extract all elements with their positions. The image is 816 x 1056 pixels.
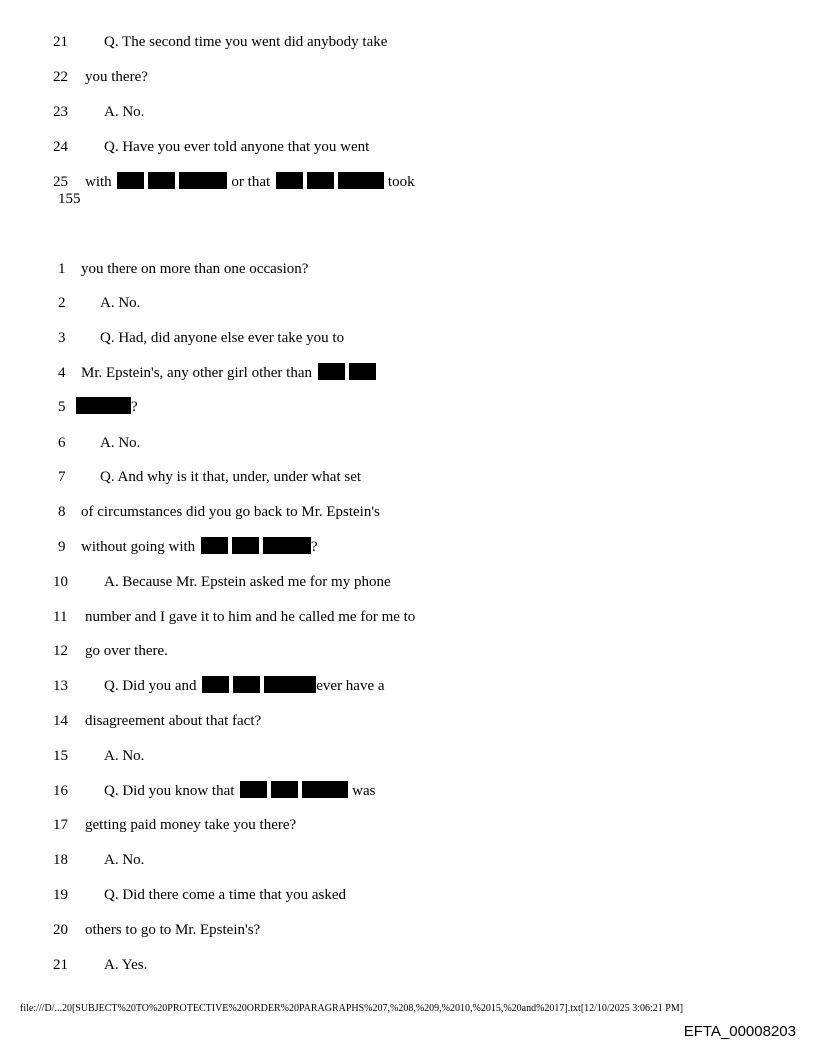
line-text: A. Because Mr. Epstein asked me for my phone — [104, 574, 391, 590]
document-id: EFTA_00008203 — [683, 1023, 796, 1040]
line-text: Q. Had, did anyone else ever take you to — [100, 330, 345, 346]
redaction-block — [202, 676, 229, 693]
line-number: 13 — [53, 678, 68, 694]
line-number: 19 — [53, 887, 68, 903]
line-number: 24 — [53, 139, 68, 155]
line-text — [85, 172, 415, 192]
line-text-segment: was — [352, 783, 376, 799]
line-text — [81, 537, 318, 557]
line-text: A. No. — [100, 435, 141, 451]
line-text: Q. And why is it that, under, under what set — [100, 469, 362, 485]
line-number: 17 — [53, 817, 68, 833]
line-text-segment: without going with — [81, 539, 196, 555]
line-number: 8 — [58, 504, 66, 520]
line-text: Q. Have you ever told anyone that you went — [104, 139, 370, 155]
redaction-block — [264, 676, 316, 693]
line-text — [104, 676, 385, 696]
line-text-segment: ? — [310, 539, 318, 555]
line-number: 2 — [58, 295, 66, 311]
line-number: 18 — [53, 852, 68, 868]
line-number: 22 — [53, 69, 68, 85]
redaction-block — [338, 172, 384, 189]
redaction-block — [76, 397, 131, 414]
line-text: A. Yes. — [104, 957, 148, 973]
redaction-block — [232, 537, 259, 554]
redaction-block — [263, 537, 311, 554]
line-text-segment: ever have a — [316, 678, 385, 694]
line-text: getting paid money take you there? — [85, 817, 297, 833]
line-text — [76, 397, 138, 417]
line-number: 10 — [53, 574, 68, 590]
line-text: number and I gave it to him and he called me for me to — [85, 609, 416, 625]
redaction-block — [148, 172, 175, 189]
line-number: 5 — [58, 399, 66, 415]
line-number: 16 — [53, 783, 68, 799]
line-text-segment: with — [85, 174, 112, 190]
line-number: 11 — [53, 609, 68, 625]
line-number: 14 — [53, 713, 68, 729]
redaction-block — [179, 172, 227, 189]
line-number: 15 — [53, 748, 68, 764]
line-text — [81, 363, 380, 383]
line-text-segment: Mr. Epstein's, any other girl other than — [81, 365, 312, 381]
file-path-footer: file:///D/...20[SUBJECT%20TO%20PROTECTIVE%20ORDER%20PARAGRAPHS%207,%208,%209,%2010,%2015,%20and%2017].txt[12/10/2025 3:06:21 PM] — [20, 1003, 684, 1014]
line-text: Q. The second time you went did anybody take — [104, 34, 388, 50]
line-text: go over there. — [85, 643, 168, 659]
redaction-block — [302, 781, 348, 798]
line-text: A. No. — [104, 748, 145, 764]
line-text-segment: Q. Did you know that — [104, 783, 235, 799]
line-number: 23 — [53, 104, 68, 120]
redaction-block — [307, 172, 334, 189]
redaction-block — [349, 363, 376, 380]
redaction-block — [233, 676, 260, 693]
line-number: 3 — [58, 330, 66, 346]
line-text: A. No. — [104, 852, 145, 868]
line-number: 4 — [58, 365, 66, 381]
line-text: you there? — [85, 69, 148, 85]
line-text-segment: Q. Did you and — [104, 678, 197, 694]
line-text — [104, 781, 376, 801]
line-number: 1 — [58, 261, 66, 277]
line-text: Q. Did there come a time that you asked — [104, 887, 347, 903]
redaction-block — [240, 781, 267, 798]
redaction-block — [201, 537, 228, 554]
line-text-segment: or that — [231, 174, 271, 190]
redaction-block — [271, 781, 298, 798]
line-text: you there on more than one occasion? — [81, 261, 309, 277]
line-text: A. No. — [104, 104, 145, 120]
line-text-segment: took — [387, 174, 415, 190]
line-number: 21 — [53, 34, 68, 50]
line-text-segment: ? — [131, 399, 138, 415]
line-text: A. No. — [100, 295, 141, 311]
line-number: 7 — [58, 469, 66, 485]
line-number: 20 — [53, 922, 68, 938]
redaction-block — [318, 363, 345, 380]
line-text: of circumstances did you go back to Mr. Epstein's — [81, 504, 380, 520]
line-number: 9 — [58, 539, 66, 555]
line-number: 12 — [53, 643, 68, 659]
redaction-block — [276, 172, 303, 189]
line-number: 21 — [53, 957, 68, 973]
line-number: 25 — [53, 174, 68, 190]
page-number: 155 — [58, 191, 81, 207]
redaction-block — [117, 172, 144, 189]
line-number: 6 — [58, 435, 66, 451]
line-text: disagreement about that fact? — [85, 713, 262, 729]
line-text: others to go to Mr. Epstein's? — [85, 922, 261, 938]
